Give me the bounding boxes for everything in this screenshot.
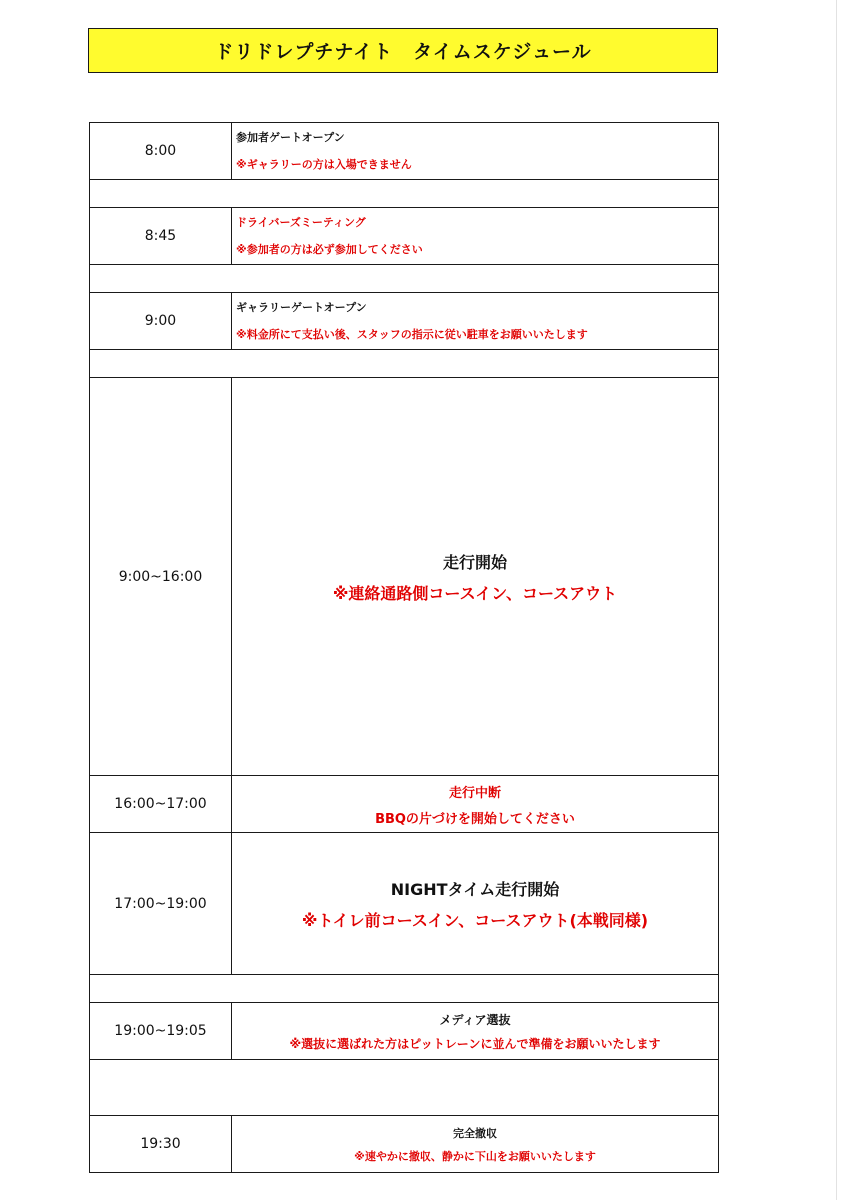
row-time: 17:00~19:00	[90, 833, 232, 974]
row-event: 走行中断	[448, 785, 501, 801]
row-description	[232, 378, 718, 775]
spacer-row	[90, 180, 718, 208]
schedule-row-night-run	[90, 833, 718, 975]
row-time: 16:00~17:00	[90, 776, 232, 832]
row-event: 参加者ゲートオープン	[236, 131, 345, 144]
row-event: ドライバーズミーティング	[236, 216, 366, 229]
row-description	[232, 1003, 718, 1059]
schedule-row-run-start	[90, 378, 718, 776]
row-event: メディア選抜	[439, 1012, 511, 1027]
row-description	[232, 208, 718, 264]
schedule-row-run-pause	[90, 776, 718, 833]
row-note: ※ギャラリーの方は入場できません	[236, 158, 412, 171]
schedule-row-gallery-gate	[90, 293, 718, 350]
row-note: ※連絡通路側コースイン、コースアウト	[332, 583, 618, 603]
schedule-row-gate-open	[90, 123, 718, 180]
spacer-row	[90, 265, 718, 293]
row-description	[232, 833, 718, 974]
row-time: 9:00~16:00	[90, 378, 232, 775]
row-event: ギャラリーゲートオープン	[236, 301, 367, 314]
spacer-row	[90, 1060, 718, 1116]
row-note: ※料金所にて支払い後、スタッフの指示に従い駐車をお願いいたします	[236, 328, 588, 341]
row-event: NIGHTタイム走行開始	[390, 879, 560, 899]
row-note: ※速やかに撤収、静かに下山をお願いいたします	[354, 1149, 596, 1163]
row-event: 完全撤収	[453, 1126, 497, 1140]
row-description	[232, 1116, 718, 1172]
row-event: 走行開始	[442, 552, 507, 572]
row-description	[232, 123, 718, 179]
row-note: BBQの片づけを開始してください	[375, 811, 575, 827]
schedule-table	[89, 122, 719, 1173]
row-note: ※選抜に選ばれた方はピットレーンに並んで準備をお願いいたします	[289, 1036, 661, 1051]
row-time: 19:30	[90, 1116, 232, 1172]
row-time: 8:45	[90, 208, 232, 264]
row-time: 8:00	[90, 123, 232, 179]
row-description	[232, 293, 718, 349]
row-note: ※トイレ前コースイン、コースアウト(本戦同様)	[301, 910, 649, 930]
schedule-title	[88, 28, 718, 73]
schedule-row-media-selection	[90, 1003, 718, 1060]
row-description	[232, 776, 718, 832]
schedule-title-text: ドリドレプチナイト タイムスケジュール	[214, 41, 592, 63]
spacer-row	[90, 975, 718, 1003]
schedule-row-full-withdrawal	[90, 1116, 718, 1172]
row-time: 9:00	[90, 293, 232, 349]
row-note: ※参加者の方は必ず参加してください	[236, 243, 423, 256]
page-edge	[836, 0, 837, 1200]
spacer-row	[90, 350, 718, 378]
schedule-row-drivers-meeting	[90, 208, 718, 265]
row-time: 19:00~19:05	[90, 1003, 232, 1059]
